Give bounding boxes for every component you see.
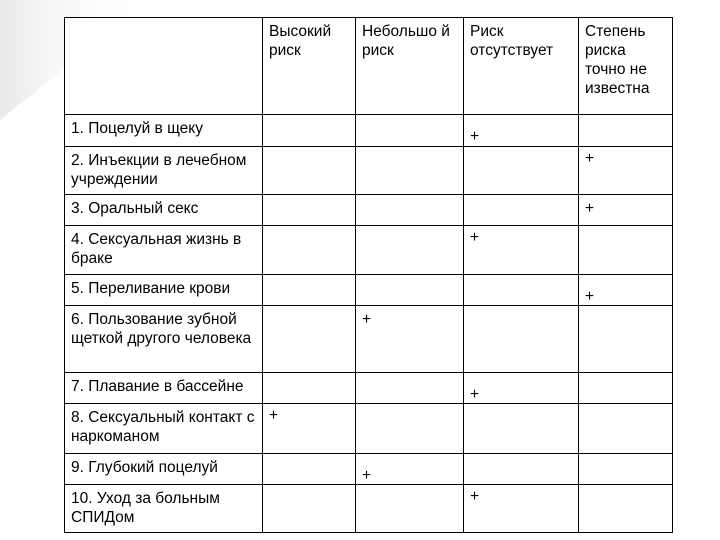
table-row [65,195,673,226]
mark-unknown: + [579,195,673,226]
mark-none [464,275,579,306]
table-row [65,115,673,147]
row-label: 4. Сексуальная жизнь в браке [65,226,263,275]
mark-unknown [579,226,673,275]
table-row [65,485,673,533]
mark-low [356,485,464,533]
header-no-risk: Риск отсутствует [464,18,579,115]
header-row [65,18,673,115]
mark-high [263,115,356,147]
mark-high [263,454,356,485]
header-unknown-risk: Степень риска точно не известна [579,18,673,115]
row-label: 8. Сексуальный контакт с наркоманом [65,404,263,454]
table-row [65,306,673,373]
mark-low [356,115,464,147]
mark-low [356,226,464,275]
mark-none: + [464,485,579,533]
mark-none [464,454,579,485]
mark-none: + [464,226,579,275]
mark-high [263,195,356,226]
mark-low [356,195,464,226]
mark-high [263,306,356,373]
mark-low: + [356,454,464,485]
mark-low [356,404,464,454]
row-label: 6. Пользование зубной щеткой другого человека [65,306,263,373]
mark-none [464,195,579,226]
row-label: 9. Глубокий поцелуй [65,454,263,485]
row-label: 7. Плавание в бассейне [65,373,263,404]
table-row [65,404,673,454]
table-row [65,454,673,485]
mark-low: + [356,306,464,373]
row-label: 2. Инъекции в лечебном учреждении [65,147,263,195]
mark-low [356,147,464,195]
mark-none [464,147,579,195]
table-row [65,373,673,404]
row-label: 3. Оральный секс [65,195,263,226]
mark-high [263,275,356,306]
mark-unknown: + [579,275,673,306]
mark-unknown [579,373,673,404]
table-row [65,147,673,195]
mark-unknown: + [579,147,673,195]
row-label: 5. Переливание крови [65,275,263,306]
mark-high: + [263,404,356,454]
mark-high [263,147,356,195]
mark-unknown [579,306,673,373]
table-row [65,275,673,306]
mark-unknown [579,404,673,454]
header-low-risk: Небольшо й риск [356,18,464,115]
mark-unknown [579,115,673,147]
mark-none [464,404,579,454]
row-label: 10. Уход за больным СПИДом [65,485,263,533]
header-high-risk: Высокий риск [263,18,356,115]
mark-unknown [579,485,673,533]
mark-none [464,306,579,373]
mark-low [356,275,464,306]
row-label: 1. Поцелуй в щеку [65,115,263,147]
table-row [65,226,673,275]
mark-none: + [464,115,579,147]
header-empty-cell [65,18,263,115]
mark-unknown [579,454,673,485]
risk-table [64,17,673,533]
mark-high [263,226,356,275]
mark-high [263,485,356,533]
mark-high [263,373,356,404]
mark-none: + [464,373,579,404]
mark-low [356,373,464,404]
